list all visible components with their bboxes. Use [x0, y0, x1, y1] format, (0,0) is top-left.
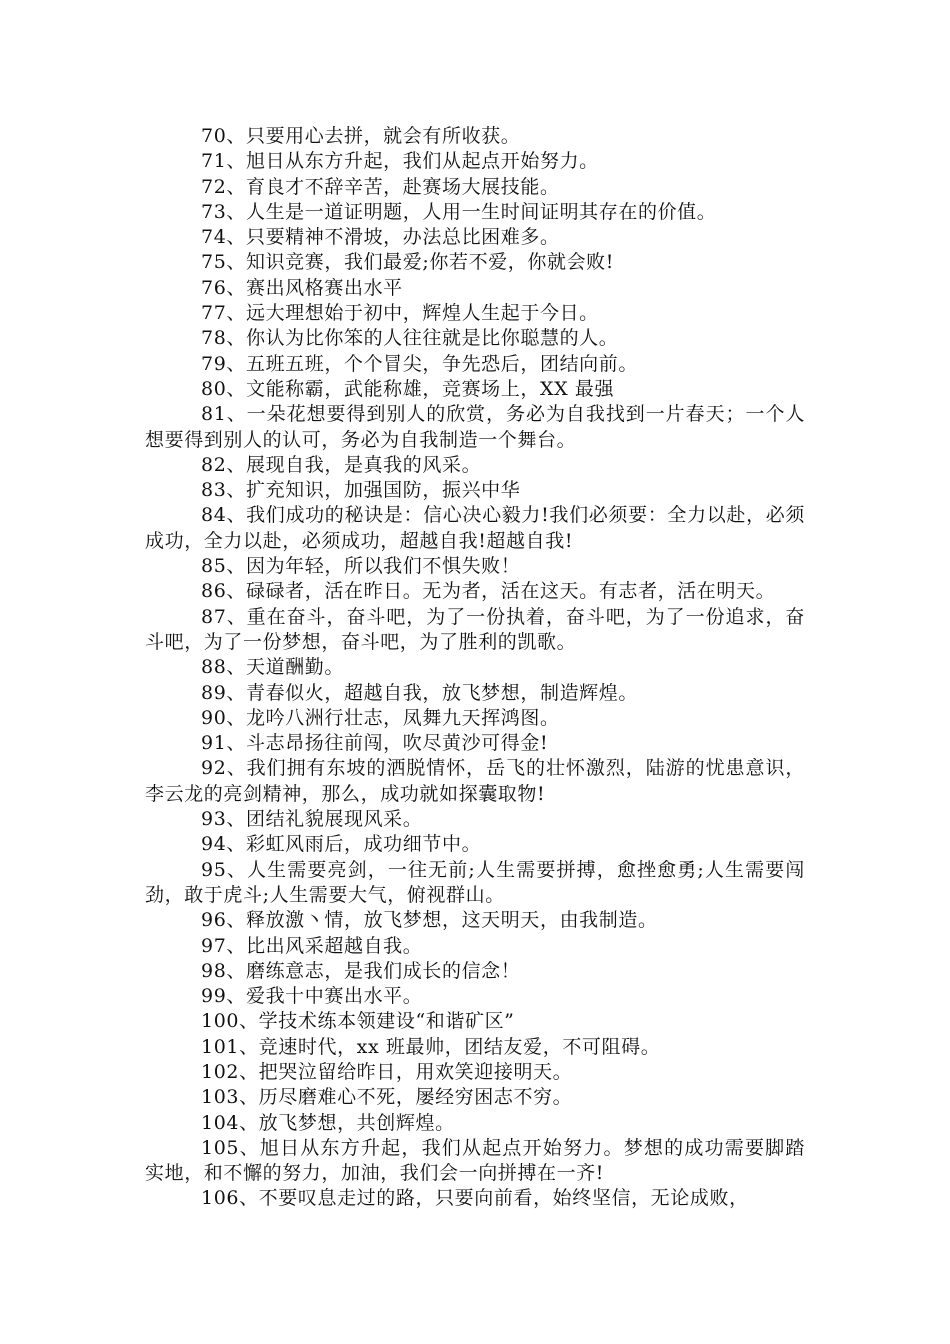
paragraph-100: 100、学技术练本领建设“和谐矿区”	[201, 1010, 515, 1033]
paragraph-99: 99、爱我十中赛出水平。	[201, 985, 423, 1008]
paragraph-76: 76、赛出风格赛出水平	[201, 276, 403, 299]
paragraph-84: 84、我们成功的秘诀是：信心决心毅力!我们必须要：全力以赴，必须成功，全力以赴，必须成功，超越自我!超越自我!	[145, 504, 805, 552]
paragraph-74: 74、只要精神不滑坡，办法总比困难多。	[201, 226, 560, 249]
paragraph-94: 94、彩虹风雨后，成功细节中。	[201, 833, 482, 856]
paragraph-82: 82、展现自我，是真我的风采。	[201, 453, 482, 476]
paragraph-98: 98、磨练意志，是我们成长的信念！	[201, 959, 521, 982]
paragraph-75: 75、知识竞赛，我们最爱;你若不爱，你就会败!	[201, 251, 615, 274]
paragraph-89: 89、青春似火，超越自我，放飞梦想，制造辉煌。	[201, 681, 638, 704]
paragraph-97: 97、比出风采超越自我。	[201, 934, 423, 957]
paragraph-90: 90、龙吟八洲行壮志，凤舞九天挥鸿图。	[201, 706, 560, 729]
paragraph-88: 88、天道酬勤。	[201, 656, 344, 679]
paragraph-79: 79、五班五班，个个冒尖，争先恐后，团结向前。	[201, 352, 638, 375]
paragraph-105: 105、旭日从东方升起，我们从起点开始努力。梦想的成功需要脚踏实地，和不懈的努力，加油，我们会一向拼搏在一齐!	[145, 1136, 805, 1185]
paragraph-71: 71、旭日从东方升起，我们从起点开始努力。	[201, 150, 599, 173]
paragraph-83: 83、扩充知识，加强国防，振兴中华	[201, 479, 521, 502]
paragraph-77: 77、远大理想始于初中，辉煌人生起于今日。	[201, 302, 599, 325]
paragraph-81: 81、一朵花想要得到别人的欣赏，务必为自我找到一片春天；一个人想要得到别人的认可，务必为自我制造一个舞台。	[145, 403, 805, 451]
paragraph-103: 103、历尽磨难心不死，屡经穷困志不穷。	[201, 1086, 573, 1109]
paragraph-102: 102、把哭泣留给昨日，用欢笑迎接明天。	[201, 1060, 573, 1083]
paragraph-87: 87、重在奋斗，奋斗吧，为了一份执着，奋斗吧，为了一份追求，奋斗吧，为了一份梦想，奋斗吧，为了胜利的凯歌。	[145, 605, 805, 653]
paragraph-96: 96、释放激丶情，放飞梦想，这天明天，由我制造。	[201, 909, 658, 932]
paragraph-86: 86、碌碌者，活在昨日。无为者，活在这天。有志者，活在明天。	[201, 580, 776, 603]
paragraph-92: 92、我们拥有东坡的洒脱情怀，岳飞的壮怀激烈，陆游的忧患意识，李云龙的亮剑精神，那么，成功就如探囊取物!	[145, 757, 805, 805]
paragraph-95: 95、人生需要亮剑，一往无前;人生需要拼搏，愈挫愈勇;人生需要闯劲，敢于虎斗;人生需要大气，俯视群山。	[145, 858, 805, 906]
paragraph-70: 70、只要用心去拼，就会有所收获。	[201, 125, 521, 147]
paragraph-73: 73、人生是一道证明题，人用一生时间证明其存在的价值。	[201, 200, 717, 223]
paragraph-106: 106、不要叹息走过的路，只要向前看，始终坚信，无论成败，	[201, 1187, 749, 1210]
paragraph-93: 93、团结礼貌展现风采。	[201, 808, 423, 831]
paragraph-78: 78、你认为比你笨的人往往就是比你聪慧的人。	[201, 327, 619, 350]
paragraph-85: 85、因为年轻，所以我们不惧失败！	[201, 555, 521, 578]
paragraph-80: 80、文能称霸，武能称雄，竞赛场上，XX 最强	[201, 377, 615, 400]
paragraph-101: 101、竞速时代，xx 班最帅，团结友爱，不可阻碍。	[201, 1035, 661, 1058]
document-body	[145, 124, 805, 1212]
paragraph-91: 91、斗志昂扬往前闯，吹尽黄沙可得金!	[201, 732, 549, 755]
paragraph-72: 72、育良才不辞辛苦，赴赛场大展技能。	[201, 175, 560, 198]
paragraph-104: 104、放飞梦想，共创辉煌。	[201, 1111, 455, 1134]
